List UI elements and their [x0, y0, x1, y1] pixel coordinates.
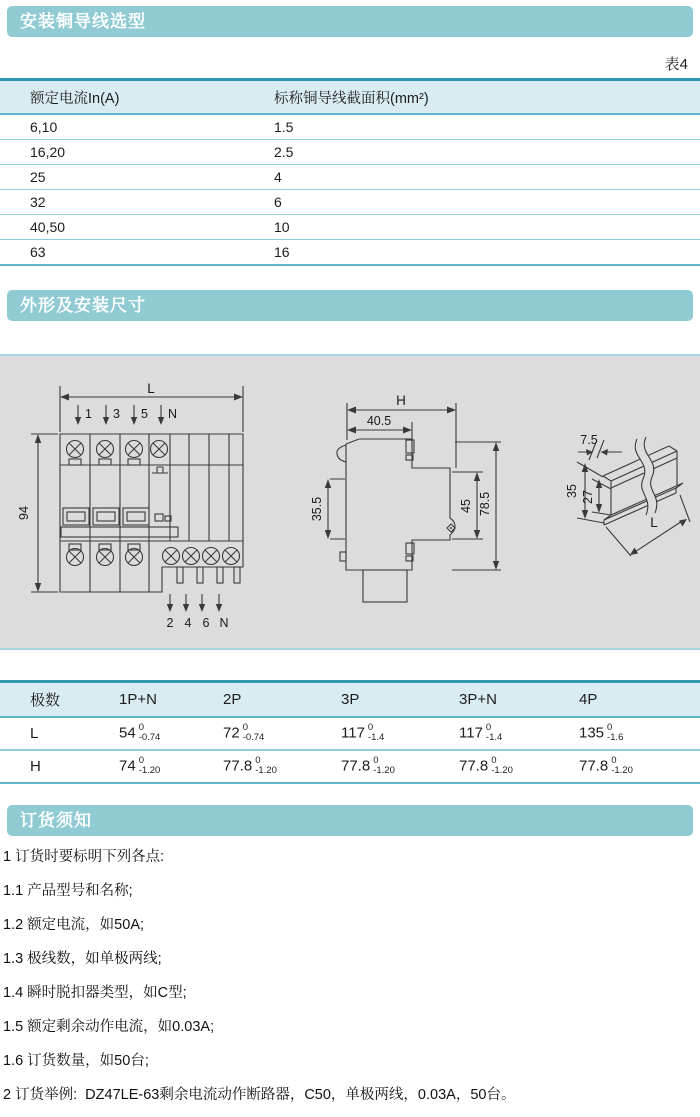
dims-value: 74 0 -1.20	[118, 750, 222, 783]
rail-dim-35: 35	[565, 484, 579, 498]
cell-current: 16,20	[0, 140, 273, 165]
terminal-label-2: 2	[166, 616, 174, 630]
table-row	[0, 717, 700, 750]
pole-dimensions-table	[0, 680, 700, 784]
table-row	[0, 240, 700, 266]
side-dim-35-5: 35.5	[310, 496, 324, 522]
cell-area: 2.5	[273, 140, 700, 165]
terminal-label-5: 5	[141, 407, 148, 421]
rail-dim-7-5: 7.5	[580, 433, 598, 447]
cell-current: 32	[0, 190, 273, 215]
front-view	[31, 386, 243, 606]
table-number-label: 表4	[664, 56, 688, 73]
front-width-label: L	[147, 381, 155, 396]
cell-area: 6	[273, 190, 700, 215]
section-header-ordering: 订货须知	[7, 805, 693, 836]
ordering-line: 1.4 瞬时脱扣器类型，如C型;	[3, 985, 187, 1001]
ordering-line: 1.2 额定电流，如50A;	[3, 917, 145, 933]
table-row	[0, 190, 700, 215]
section-header-wire-selection: 安装铜导线选型	[7, 6, 693, 37]
dims-value: 77.8 0 -1.20	[222, 750, 340, 783]
outline-drawing	[0, 356, 700, 648]
dims-header-3p: 3P	[340, 682, 458, 718]
dims-value: 77.8 0 -1.20	[340, 750, 458, 783]
dims-header-3pn: 3P+N	[458, 682, 578, 718]
dims-header-4p: 4P	[578, 682, 700, 718]
dims-value: 117 0 -1.4	[458, 717, 578, 750]
dims-value: 72 0 -0.74	[222, 717, 340, 750]
terminal-label-n-bottom: N	[219, 616, 229, 630]
dims-header-poles: 极数	[0, 682, 118, 718]
front-height-label: 94	[17, 506, 31, 520]
rail-length-label: L	[650, 515, 658, 530]
dims-value: 135 0 -1.6	[578, 717, 700, 750]
cell-current: 63	[0, 240, 273, 266]
cell-current: 40,50	[0, 215, 273, 240]
terminal-symbols	[67, 441, 240, 566]
ordering-line: 2 订货举例: DZ47LE-63剩余电流动作断路器，C50，单极两线，0.03A，50台。	[3, 1087, 516, 1103]
rail-dim-27: 27	[581, 490, 595, 504]
ordering-line: 1.1 产品型号和名称;	[3, 883, 133, 899]
cell-current: 6,10	[0, 114, 273, 140]
terminal-label-4: 4	[184, 616, 192, 630]
side-view	[328, 403, 501, 602]
ordering-line: 1 订货时要标明下列各点:	[3, 849, 165, 865]
cell-area: 1.5	[273, 114, 700, 140]
terminal-label-n-top: N	[168, 407, 178, 421]
table-row	[0, 114, 700, 140]
wire-selection-table	[0, 78, 700, 266]
dims-value: 77.8 0 -1.20	[578, 750, 700, 783]
wire-table-header-row	[0, 80, 700, 115]
dims-value: 77.8 0 -1.20	[458, 750, 578, 783]
dims-value: 117 0 -1.4	[340, 717, 458, 750]
side-dim-45: 45	[459, 499, 473, 513]
dims-header-1pn: 1P+N	[118, 682, 222, 718]
table-row	[0, 750, 700, 783]
side-dim-78-5: 78.5	[478, 491, 492, 517]
outline-drawing-panel	[0, 354, 700, 650]
ordering-line: 1.6 订货数量，如50台;	[3, 1053, 149, 1069]
cell-current: 25	[0, 165, 273, 190]
dims-value: 54 0 -0.74	[118, 717, 222, 750]
wire-table-header-area: 标称铜导线截面积(mm²)	[273, 80, 700, 115]
wire-table-header-current: 额定电流In(A)	[0, 80, 273, 115]
ordering-line: 1.5 额定剩余动作电流，如0.03A;	[3, 1019, 215, 1035]
dims-header-2p: 2P	[222, 682, 340, 718]
section-header-outline-dimensions: 外形及安装尺寸	[7, 290, 693, 321]
terminal-label-3: 3	[113, 407, 120, 421]
cell-area: 4	[273, 165, 700, 190]
cell-area: 10	[273, 215, 700, 240]
terminal-label-6: 6	[202, 616, 210, 630]
rail-view-arrowheads	[582, 449, 687, 555]
cell-area: 16	[273, 240, 700, 266]
dims-table-header-row	[0, 682, 700, 718]
table-row	[0, 140, 700, 165]
ordering-line: 1.3 极线数，如单极两线;	[3, 951, 162, 967]
side-depth-label: H	[396, 393, 406, 408]
dims-row-label: L	[0, 717, 118, 750]
front-view-arrowheads	[35, 394, 243, 613]
side-dim-40-5: 40.5	[366, 414, 392, 428]
dims-row-label: H	[0, 750, 118, 783]
terminal-label-1: 1	[85, 407, 92, 421]
table-row	[0, 215, 700, 240]
table-row	[0, 165, 700, 190]
ordering-notes	[3, 840, 694, 1112]
